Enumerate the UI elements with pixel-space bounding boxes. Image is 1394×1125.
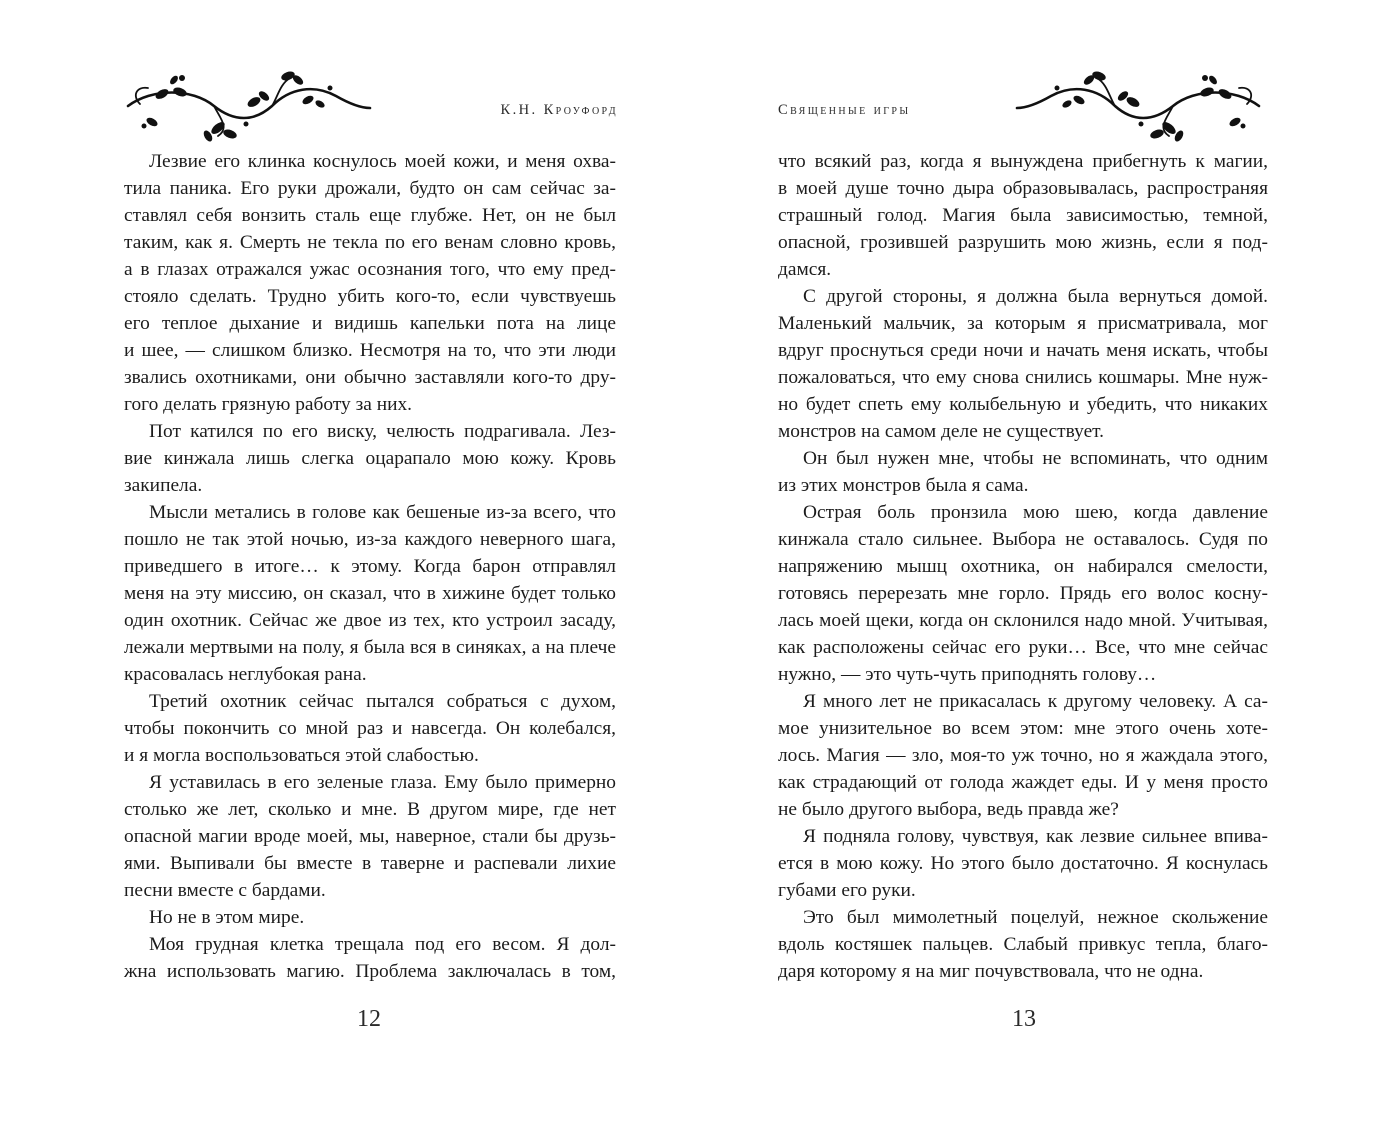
- text-line: тила паника. Его руки дрожали, будто он сам сейчас за-: [124, 178, 616, 199]
- text-line: красовалась неглубокая рана.: [124, 664, 367, 685]
- text-line: С другой стороны, я должна была вернуться домой.: [803, 286, 1268, 307]
- text-line: лось. Магия — зло, моя-то уж точно, но я жаждала этого,: [778, 745, 1268, 766]
- text-line: гого делать грязную работу за них.: [124, 394, 413, 415]
- text-line: лась моей щеки, когда он склонился надо мной. Учитывая,: [778, 610, 1268, 631]
- text-line: Третий охотник сейчас пытался собраться с духом,: [149, 691, 616, 712]
- text-line: губами его руки.: [778, 880, 916, 901]
- text-line: пошло не так этой ночью, из-за каждого неверного шага,: [124, 529, 616, 550]
- text-line: Маленький мальчик, за которым я присматривала, мог: [778, 313, 1268, 334]
- text-line: чтобы покончить со мной раз и навсегда. Он колебался,: [124, 718, 616, 739]
- text-line: даря которому я на миг почувствовала, что не одна.: [778, 961, 1204, 982]
- text-line: Моя грудная клетка трещала под его весом. Я дол-: [149, 934, 616, 955]
- floral-vine-ornament-icon: [122, 66, 372, 146]
- text-line: Я уставилась в его зеленые глаза. Ему было примерно: [149, 772, 616, 793]
- text-line: меня на эту миссию, он сказал, что в хижине будет только: [124, 583, 616, 604]
- text-line: Мысли метались в голове как бешеные из-за всего, что: [149, 502, 616, 523]
- text-line: не было другого выбора, ведь правда же?: [778, 799, 1119, 820]
- text-line: его теплое дыхание и видишь капельки пота на лице: [124, 313, 616, 334]
- left-page-body: [124, 148, 616, 985]
- text-line: как страдающий от голода жаждет еды. И у меня просто: [778, 772, 1268, 793]
- text-line: опасной магии вроде моей, мы, наверное, стали бы друзь-: [124, 826, 616, 847]
- text-line: столько же лет, сколько и мне. В другом мире, где нет: [124, 799, 616, 820]
- text-line: опасной, грозившей разрушить мою жизнь, если я под-: [778, 232, 1268, 253]
- text-line: ется в мою кожу. Но этого было достаточно. Я коснулась: [778, 853, 1268, 874]
- floral-vine-ornament-icon: [1015, 66, 1265, 146]
- page-number: 12: [357, 1006, 381, 1032]
- text-line: как расположены сейчас его руки… Все, что мне сейчас: [778, 637, 1268, 658]
- text-line: вдоль костяшек пальцев. Слабый привкус тепла, благо-: [778, 934, 1268, 955]
- text-line: Это был мимолетный поцелуй, нежное скольжение: [803, 907, 1268, 928]
- text-line: ставлял себя вонзить сталь еще глубже. Нет, он не был: [124, 205, 616, 226]
- text-line: звались охотниками, они обычно заставляли кого-то дру-: [124, 367, 616, 388]
- text-line: вдруг проснуться среди ночи и начать меня искать, чтобы: [778, 340, 1268, 361]
- text-line: страшный голод. Магия была зависимостью, темной,: [778, 205, 1268, 226]
- text-line: жна использовать магию. Проблема заключалась в том,: [124, 961, 616, 982]
- text-line: нужно, — это чуть-чуть приподнять голову…: [778, 664, 1157, 685]
- text-line: что всякий раз, когда я вынуждена прибегнуть к магии,: [778, 151, 1268, 172]
- right-page: [697, 0, 1394, 1125]
- running-head-title: Священные игры: [778, 102, 911, 118]
- text-line: Он был нужен мне, чтобы не вспоминать, что одним: [803, 448, 1268, 469]
- text-line: ями. Выпивали бы вместе в таверне и распевали лихие: [124, 853, 616, 874]
- text-line: напряжению мышц охотника, он набирался смелости,: [778, 556, 1268, 577]
- text-line: кинжала стало сильнее. Выбора не оставалось. Судя по: [778, 529, 1268, 550]
- text-line: и шее, — слишком близко. Несмотря на то, что эти люди: [124, 340, 616, 361]
- text-line: монстров на самом деле не существует.: [778, 421, 1105, 442]
- text-line: готовясь перерезать мне горло. Прядь его волос косну-: [778, 583, 1268, 604]
- text-line: один охотник. Сейчас же двое из тех, кто устроил засаду,: [124, 610, 616, 631]
- text-line: из этих монстров была я сама.: [778, 475, 1029, 496]
- text-line: вие кинжала лишь слегка оцарапало мою кожу. Кровь: [124, 448, 616, 469]
- page-number: 13: [1012, 1006, 1036, 1032]
- text-line: а в глазах отражался ужас осознания того, что ему пред-: [124, 259, 616, 280]
- text-line: пожаловаться, что ему снова снились кошмары. Мне нуж-: [778, 367, 1268, 388]
- text-line: Я много лет не прикасалась к другому человеку. А са-: [803, 691, 1268, 712]
- text-line: Пот катился по его виску, челюсть подрагивала. Лез-: [149, 421, 616, 442]
- text-line: лежали мертвыми на полу, я была вся в синяках, а на плече: [124, 637, 616, 658]
- text-line: Я подняла голову, чувствуя, как лезвие сильнее впива-: [803, 826, 1268, 847]
- text-line: стояло сделать. Трудно убить кого-то, если чувствуешь: [124, 286, 616, 307]
- text-line: но будет спеть ему колыбельную и убедить, что никаких: [778, 394, 1268, 415]
- text-line: дамся.: [778, 259, 832, 280]
- text-line: таким, как я. Смерть не текла по его венам словно кровь,: [124, 232, 616, 253]
- text-line: Лезвие его клинка коснулось моей кожи, и меня охва-: [149, 151, 616, 172]
- text-line: Но не в этом мире.: [149, 907, 305, 928]
- text-line: песни вместе с бардами.: [124, 880, 326, 901]
- text-line: закипела.: [124, 475, 203, 496]
- right-page-body: [778, 148, 1268, 985]
- text-line: Острая боль пронзила мою шею, когда давление: [803, 502, 1268, 523]
- running-head-author: К.Н. Кроуфорд: [500, 102, 618, 118]
- text-line: приведшего в итоге… к этому. Когда барон отправлял: [124, 556, 616, 577]
- text-line: мое унизительное во всем этом: мне этого очень хоте-: [778, 718, 1268, 739]
- text-line: в моей душе точно дыра образовывалась, распространяя: [778, 178, 1268, 199]
- text-line: и я могла воспользоваться этой слабостью.: [124, 745, 479, 766]
